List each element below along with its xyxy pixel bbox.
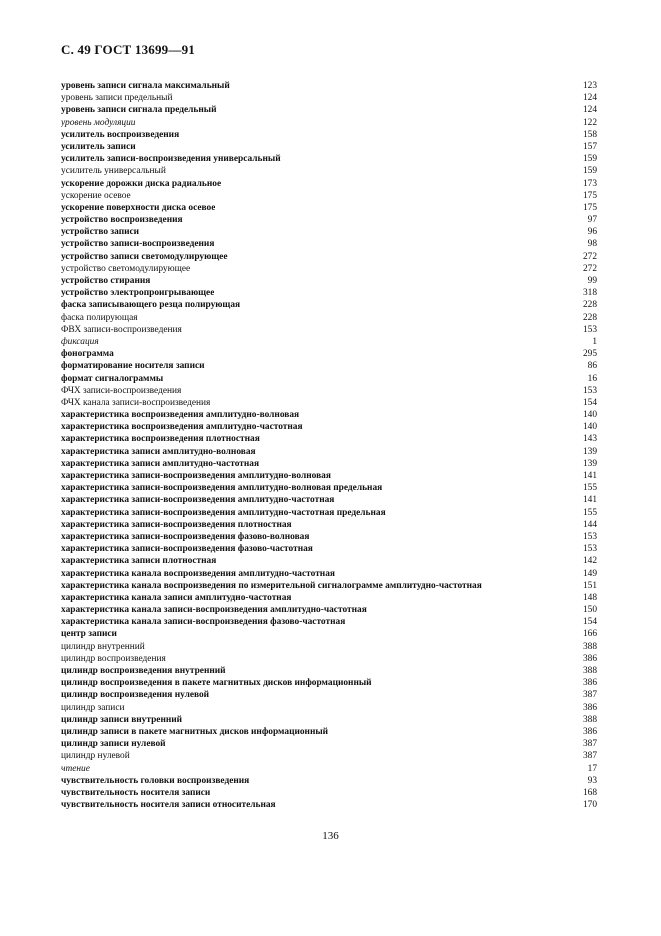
index-term: устройство записи светомодулирующее xyxy=(61,251,228,262)
index-term: фаска полирующая xyxy=(61,312,138,323)
index-page-ref: 155 xyxy=(582,507,597,518)
index-entry xyxy=(61,568,597,580)
index-term: усилитель универсальный xyxy=(61,166,166,177)
index-term: уровень записи сигнала максимальный xyxy=(61,81,230,91)
index-entry xyxy=(61,129,597,141)
index-term: характеристика воспроизведения амплитудно-волновая xyxy=(61,410,300,421)
index-page-ref: 153 xyxy=(582,385,597,396)
index-entry xyxy=(61,543,597,555)
index-entry xyxy=(61,202,597,214)
index-term: фаска записывающего резца полирующая xyxy=(61,300,241,311)
index-page-ref: 170 xyxy=(582,800,597,811)
index-entry xyxy=(61,287,597,299)
index-page-ref: 124 xyxy=(582,93,597,104)
index-entry xyxy=(61,238,597,250)
index-page-ref: 153 xyxy=(582,531,597,542)
index-entry xyxy=(61,677,597,689)
index-page-ref: 16 xyxy=(587,373,597,384)
index-entry xyxy=(61,141,597,153)
index-page-ref: 140 xyxy=(582,410,597,421)
index-page-ref: 159 xyxy=(582,154,597,165)
index-entry xyxy=(61,470,597,482)
index-term: характеристика канала записи-воспроизведения амплитудно-частотная xyxy=(61,605,367,616)
index-term: цилиндр записи нулевой xyxy=(61,739,166,750)
index-entry xyxy=(61,421,597,433)
index-term: устройство воспроизведения xyxy=(61,215,183,226)
index-entry xyxy=(61,507,597,519)
index-term: характеристика канала воспроизведения амплитудно-частотная xyxy=(61,568,335,579)
index-page-ref: 166 xyxy=(582,629,597,640)
index-entry xyxy=(61,799,597,811)
index-entry xyxy=(61,324,597,336)
index-page-ref: 386 xyxy=(582,653,597,664)
index-term: ФЧХ записи-воспроизведения xyxy=(61,385,182,396)
index-page-ref: 387 xyxy=(582,690,597,701)
index-entry xyxy=(61,714,597,726)
index-term: устройство стирания xyxy=(61,276,151,286)
index-term: усилитель записи-воспроизведения универсальный xyxy=(61,154,281,165)
index-page-ref: 86 xyxy=(587,361,597,372)
index-page-ref: 228 xyxy=(582,312,597,323)
index-page-ref: 318 xyxy=(582,288,597,299)
index-term: чувствительность носителя записи xyxy=(61,787,211,798)
index-term: ускорение осевое xyxy=(61,190,131,201)
index-page-ref: 153 xyxy=(582,544,597,555)
index-entry xyxy=(61,519,597,531)
index-entry xyxy=(61,104,597,116)
index-term: цилиндр воспроизведения внутренний xyxy=(61,666,226,676)
index-page-ref: 228 xyxy=(582,300,597,311)
index-entry xyxy=(61,263,597,275)
index-term: характеристика записи-воспроизведения плотностная xyxy=(61,519,292,530)
index-entry xyxy=(61,348,597,360)
index-page-ref: 175 xyxy=(582,202,597,213)
index-term: цилиндр записи в пакете магнитных дисков информационный xyxy=(61,726,329,737)
index-entry xyxy=(61,80,597,92)
index-page-ref: 388 xyxy=(582,666,597,676)
index-entry xyxy=(61,190,597,202)
index-term: характеристика записи амплитудно-волновая xyxy=(61,446,256,457)
index-term: ФЧХ канала записи-воспроизведения xyxy=(61,397,211,408)
index-page-ref: 144 xyxy=(582,519,597,530)
index-term: характеристика записи-воспроизведения амплитудно-частотная xyxy=(61,495,335,506)
index-page-ref: 386 xyxy=(582,678,597,689)
index-page-ref: 295 xyxy=(582,349,597,360)
index-page-ref: 159 xyxy=(582,166,597,177)
index-entry xyxy=(61,531,597,543)
index-entry xyxy=(61,665,597,677)
index-term: чувствительность головки воспроизведения xyxy=(61,775,250,786)
index-page-ref: 140 xyxy=(582,422,597,433)
index-page-ref: 17 xyxy=(587,763,597,774)
index-entry xyxy=(61,580,597,592)
index-term: ускорение поверхности диска осевое xyxy=(61,202,216,213)
index-term: усилитель воспроизведения xyxy=(61,129,180,140)
index-entry xyxy=(61,494,597,506)
index-entry xyxy=(61,689,597,701)
index-page-ref: 272 xyxy=(582,263,597,274)
index-entry xyxy=(61,165,597,177)
index-entry xyxy=(61,750,597,762)
index-term: устройство записи xyxy=(61,227,140,238)
index-page-ref: 387 xyxy=(582,751,597,762)
page-header: С. 49 ГОСТ 13699—91 xyxy=(61,42,195,57)
index-page-ref: 96 xyxy=(587,227,597,238)
index-term: чтение xyxy=(61,763,90,774)
index-page-ref: 143 xyxy=(582,434,597,445)
index-entry xyxy=(61,433,597,445)
index-entry xyxy=(61,555,597,567)
index-entry xyxy=(61,373,597,385)
index-term: характеристика канала записи-воспроизведения фазово-частотная xyxy=(61,617,346,628)
index-entry xyxy=(61,92,597,104)
index-page-ref: 93 xyxy=(587,775,597,786)
index-term: характеристика записи-воспроизведения амплитудно-частотная предельная xyxy=(61,507,386,518)
index-term: характеристика записи-воспроизведения амплитудно-волновая предельная xyxy=(61,483,383,494)
index-entry xyxy=(61,153,597,165)
index-page-ref: 175 xyxy=(582,190,597,201)
index-term: уровень записи сигнала предельный xyxy=(61,105,217,116)
index-entry xyxy=(61,616,597,628)
index-entry xyxy=(61,178,597,190)
index-entry xyxy=(61,299,597,311)
index-entry xyxy=(61,409,597,421)
index-page-ref: 97 xyxy=(587,215,597,226)
index-term: цилиндр записи xyxy=(61,702,125,713)
index-page-ref: 122 xyxy=(582,117,597,128)
index-page-ref: 154 xyxy=(582,397,597,408)
index-page-ref: 386 xyxy=(582,702,597,713)
index-term: цилиндр воспроизведения нулевой xyxy=(61,690,210,701)
index-term: характеристика воспроизведения плотностная xyxy=(61,434,260,445)
index-term: устройство электропроигрывающее xyxy=(61,288,215,299)
index-page-ref: 173 xyxy=(582,178,597,189)
index-entry xyxy=(61,775,597,787)
index-entry xyxy=(61,312,597,324)
index-term: характеристика записи-воспроизведения фазово-частотная xyxy=(61,544,313,555)
index-entry xyxy=(61,397,597,409)
index-entry xyxy=(61,653,597,665)
index-term: характеристика записи плотностная xyxy=(61,556,217,567)
index-term: устройство светомодулирующее xyxy=(61,263,191,274)
index-entry xyxy=(61,117,597,129)
index-term: фонограмма xyxy=(61,349,114,360)
index-term: цилиндр внутренний xyxy=(61,641,145,652)
index-term: характеристика записи-воспроизведения амплитудно-волновая xyxy=(61,471,331,481)
index-entry xyxy=(61,628,597,640)
index-term: ускорение дорожки диска радиальное xyxy=(61,178,222,189)
index-page-ref: 272 xyxy=(582,251,597,262)
index-term: усилитель записи xyxy=(61,141,136,152)
index-entry xyxy=(61,336,597,348)
index-term: цилиндр воспроизведения xyxy=(61,653,166,664)
index-term: форматирование носителя записи xyxy=(61,361,205,372)
index-entry xyxy=(61,702,597,714)
index-entry xyxy=(61,226,597,238)
index-term: характеристика канала воспроизведения по измерительной сигналограмме амплитудно-частотная xyxy=(61,580,482,591)
index-term: характеристика воспроизведения амплитудно-частотная xyxy=(61,422,303,433)
index-entry xyxy=(61,275,597,287)
index-page-ref: 155 xyxy=(582,483,597,494)
index-term: цилиндр воспроизведения в пакете магнитных дисков информационный xyxy=(61,678,372,689)
index-term: уровень модуляции xyxy=(61,117,136,128)
index-page-ref: 148 xyxy=(582,592,597,603)
index-entry xyxy=(61,787,597,799)
index-term: характеристика канала записи амплитудно-частотная xyxy=(61,592,292,603)
index-term: характеристика записи-воспроизведения фазово-волновая xyxy=(61,531,310,542)
index-entry xyxy=(61,738,597,750)
index-page-ref: 123 xyxy=(582,81,597,91)
index-entry xyxy=(61,251,597,263)
page-number: 136 xyxy=(322,830,339,842)
index-page-ref: 1 xyxy=(592,336,597,347)
index-page-ref: 158 xyxy=(582,129,597,140)
index-term: устройство записи-воспроизведения xyxy=(61,239,215,250)
index-term: формат сигналограммы xyxy=(61,373,164,384)
index-page-ref: 153 xyxy=(582,324,597,335)
index-term: чувствительность носителя записи относительная xyxy=(61,800,276,811)
index-term: уровень записи предельный xyxy=(61,93,173,104)
index-term: характеристика записи амплитудно-частотная xyxy=(61,458,260,469)
index-page-ref: 99 xyxy=(587,276,597,286)
index-term: центр записи xyxy=(61,629,117,640)
index-entry xyxy=(61,482,597,494)
index-entry xyxy=(61,726,597,738)
index-page-ref: 168 xyxy=(582,787,597,798)
index-page-ref: 139 xyxy=(582,446,597,457)
index-page-ref: 151 xyxy=(582,580,597,591)
index-entry xyxy=(61,446,597,458)
index-term: ФВХ записи-воспроизведения xyxy=(61,324,182,335)
index-term: фиксация xyxy=(61,336,99,347)
index-page-ref: 142 xyxy=(582,556,597,567)
index-entry xyxy=(61,458,597,470)
index-entry xyxy=(61,604,597,616)
index-page-ref: 386 xyxy=(582,726,597,737)
index-page-ref: 154 xyxy=(582,617,597,628)
index-term: цилиндр нулевой xyxy=(61,751,130,762)
index-page-ref: 139 xyxy=(582,458,597,469)
index-page-ref: 150 xyxy=(582,605,597,616)
index-entry xyxy=(61,385,597,397)
index-page-ref: 149 xyxy=(582,568,597,579)
index-page-ref: 141 xyxy=(582,471,597,481)
index-page-ref: 387 xyxy=(582,739,597,750)
index-entry xyxy=(61,360,597,372)
index-entry xyxy=(61,592,597,604)
index-term: цилиндр записи внутренний xyxy=(61,714,183,725)
index-page-ref: 141 xyxy=(582,495,597,506)
index-entry xyxy=(61,214,597,226)
index-page-ref: 388 xyxy=(582,714,597,725)
index-page-ref: 124 xyxy=(582,105,597,116)
index-list xyxy=(61,80,597,811)
index-entry xyxy=(61,641,597,653)
index-page-ref: 157 xyxy=(582,141,597,152)
index-page-ref: 388 xyxy=(582,641,597,652)
index-entry xyxy=(61,763,597,775)
index-page-ref: 98 xyxy=(587,239,597,250)
